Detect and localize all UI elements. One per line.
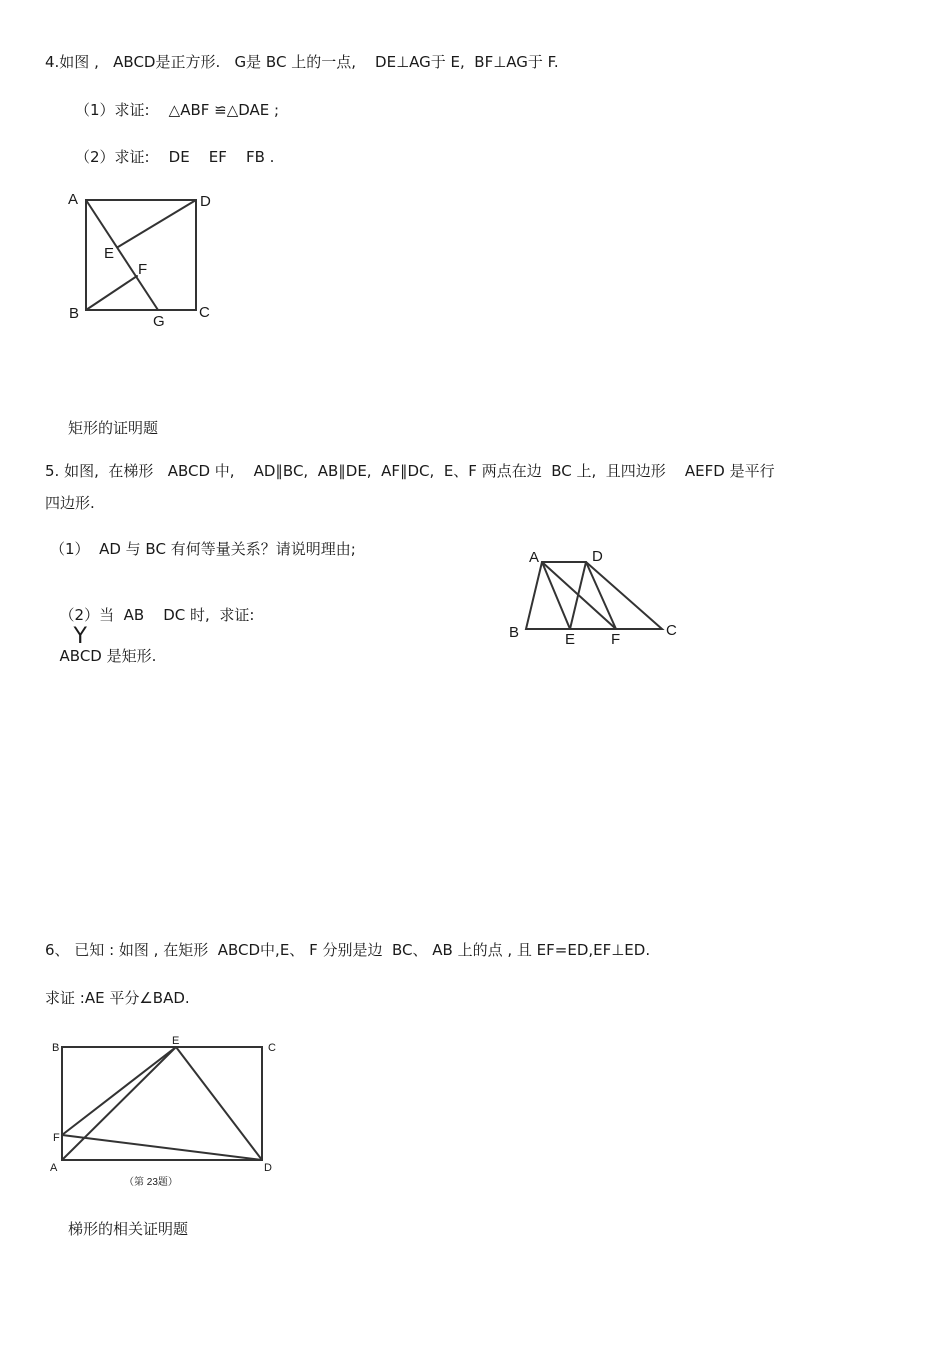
segment-fe [62, 1047, 176, 1135]
label-e: E [104, 245, 115, 262]
problem5-statement: 5. 如图, 在梯形 ABCD 中, AD∥BC, AB∥DE, AF∥DC, E、F 两点在边 BC 上, 且四边形 AEFD 是平行 [45, 462, 775, 480]
problem4-question-2: （2）求证: DE EF FB . [75, 148, 275, 166]
problem5-question-1: （1） AD 与 BC 有何等量关系？请说明理由; [50, 540, 356, 558]
problem5-question-2-text: （2）当 AB DC 时, 求证: [59, 606, 255, 624]
problem6-prove: 求证 :AE 平分∠BAD. [45, 989, 190, 1007]
problem5-statement-cont: 四边形. [45, 494, 95, 512]
label-c: C [666, 622, 677, 639]
section-heading-trapezoid: 梯形的相关证明题 [68, 1220, 189, 1238]
section-heading-rectangle: 矩形的证明题 [68, 419, 159, 437]
segment-fd [62, 1135, 262, 1160]
label-d: D [200, 193, 211, 210]
label-a: A [68, 191, 79, 208]
label-b: B [509, 624, 520, 641]
label-e: E [172, 1035, 180, 1047]
label-e: E [565, 631, 576, 648]
problem5-question-2-end: ABCD 是矩形. [59, 647, 157, 665]
label-d: D [592, 548, 603, 565]
label-a: A [50, 1162, 58, 1174]
rectangle-abcd [62, 1047, 262, 1160]
segment-ed [176, 1047, 262, 1160]
label-f: F [611, 631, 621, 648]
figure-caption: （第 23题） [124, 1177, 178, 1188]
label-b: B [69, 305, 80, 322]
label-c: C [268, 1042, 276, 1054]
label-b: B [52, 1042, 60, 1054]
label-f: F [53, 1132, 60, 1144]
parallelogram-symbol: Y [73, 624, 87, 649]
label-d: D [264, 1162, 272, 1174]
label-a: A [529, 549, 540, 566]
problem6-statement: 6、 已知 : 如图 , 在矩形 ABCD中,E、 F 分别是边 BC、 AB 上的点 , 且 EF=ED,EF⊥ED. [45, 941, 651, 959]
label-c: C [199, 304, 210, 321]
problem4-question-1: （1）求证: △ABF ≌△DAE ; [75, 101, 280, 119]
label-f: F [138, 261, 148, 278]
problem4-statement: 4.如图 , ABCD是正方形. G是 BC 上的一点, DE⊥AG于 E, BF⊥AG于 F. [45, 53, 559, 71]
label-g: G [153, 313, 165, 330]
